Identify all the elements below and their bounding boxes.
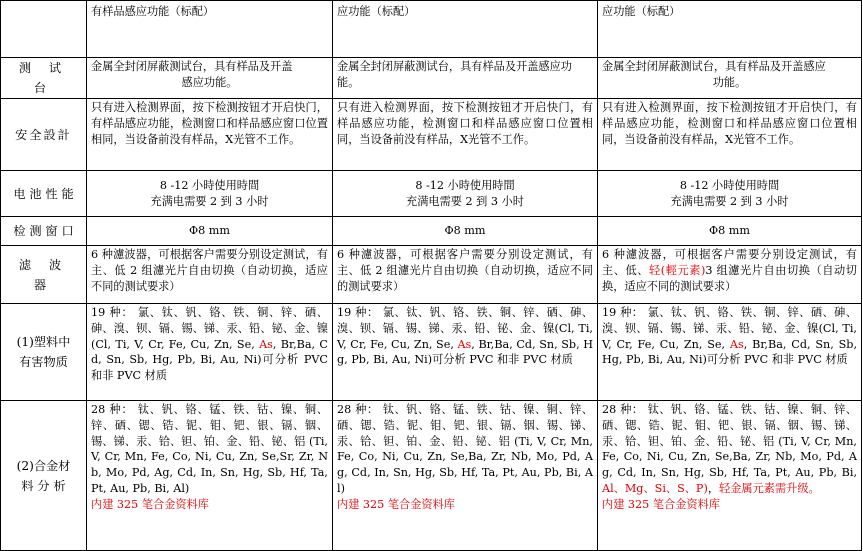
header-row — [1, 1, 862, 58]
cell-test-stage-col1: 金属全封闭屏蔽测试台，具有样品及开盖 感应功能。 — [87, 58, 333, 99]
cell-window-col1: Φ8 mm — [87, 217, 333, 246]
light-metal-elements: Al、Mg、Si、S、P) — [602, 481, 708, 495]
cell-plastic-col3: 19 种： 氯、钛、钒、铬、铁、铜、锌、硒、砷、溴、钡、镉、锡、锑、汞、铅、铋、金、镍(Cl, Ti, V, Cr, Fe, Cu, Zn, Se, As, Br,Ba, Cd, Sn, Sb, Hg, Pb, Bi, Au, Ni)可分析 PVC 和非 PVC 材质 — [598, 304, 862, 401]
row-plastic — [1, 304, 862, 401]
cell-battery-col2: 8 -12 小時使用時間 充满电需要 2 到 3 小时 — [333, 171, 598, 217]
header-blank-cell — [1, 1, 87, 58]
cell-alloy-col1: 28 种： 钛、钒、铬、锰、铁、钴、镍、铜、锌、硒、锶、锆、铌、钼、钯、银、镉、铟、锡、锑、汞、铪、钽、铂、金、铅、铋、铝 (Ti, V, Cr, Mn, Fe, Co, Ni, Cu, Zn, Se,Sr, Zr, Nb, Mo, Pd, Ag, Cd, In, Sn, Hg, Sb, Hf, Ta, Pt, Au, Pb, Bi, Al) 内建 325 笔合金资料库 — [87, 401, 333, 551]
alloy-library-note: 内建 325 笔合金资料库 — [91, 497, 209, 511]
cell-plastic-col1: 19 种： 氯、钛、钒、铬、铁、铜、锌、硒、砷、溴、钡、镉、锡、锑、汞、铅、铋、金、镍(Cl, Ti, V, Cr, Fe, Cu, Zn, Se, As, Br,Ba, Cd, Sn, Sb, Hg, Pb, Bi, Au, Ni)可分析 PVC 和非 PVC 材质 — [87, 304, 333, 401]
label-alloy: (2)合金材 料 分 析 — [1, 401, 87, 551]
label-battery: 电 池 性 能 — [1, 171, 87, 217]
arsenic-highlight: As — [259, 337, 273, 351]
row-alloy — [1, 401, 862, 551]
row-test-stage — [1, 58, 862, 99]
cell-alloy-col3: 28 种： 钛、钒、铬、锰、铁、钴、镍、铜、锌、硒、锶、锆、铌、钼、钯、银、镉、铟、锡、锑、汞、铪、钽、铂、金、铅、铋、铝 (Ti, V, Cr, Mn, Fe, Co, Ni, Cu, Zn, Se,Ba, Zr, Nb, Mo, Pd, Ag, Cd, In, Sn, Hg, Sb, Hf, Ta, Pt, Au, Pb, Bi, Al、Mg、Si、S、P)，轻金属元素需升级。 内建 325 笔合金资料库 — [598, 401, 862, 551]
cell-safety-col1: 只有进入检测界面，按下检测按钮才开启快门，有样品感应功能，检测窗口和样品感应窗口位置相同，当设备前没有样品，X光管不工作。 — [87, 99, 333, 171]
row-battery — [1, 171, 862, 217]
label-safety: 安全設計 — [1, 99, 87, 171]
header-col3: 应功能（标配） — [598, 1, 862, 58]
cell-safety-col3: 只有进入检测界面，按下检测按钮才开启快门，有样品感应功能，检测窗口和样品感应窗口位置相同，当设备前没有样品，X光管不工作。 — [598, 99, 862, 171]
label-filter: 滤 波 器 — [1, 246, 87, 304]
row-filter — [1, 246, 862, 304]
row-window — [1, 217, 862, 246]
cell-battery-col3: 8 -12 小時使用時間 充满电需要 2 到 3 小时 — [598, 171, 862, 217]
arsenic-highlight: As — [457, 337, 472, 351]
cell-alloy-col2: 28 种： 钛、钒、铬、锰、铁、钴、镍、铜、锌、硒、锶、锆、铌、钼、钯、银、镉、铟、锡、锑、汞、铪、钽、铂、金、铅、铋、铝 (Ti, V, Cr, Mn, Fe, Co, Ni, Cu, Zn, Se,Ba, Zr, Nb, Mo, Pd, Ag, Cd, In, Sn, Hg, Sb, Hf, Ta, Pt, Au, Pb, Bi, Al) 内建 325 笔合金资料库 — [333, 401, 598, 551]
header-col2: 应功能（标配） — [333, 1, 598, 58]
label-plastic: (1)塑料中 有害物质 — [1, 304, 87, 401]
cell-battery-col1: 8 -12 小時使用時間 充满电需要 2 到 3 小时 — [87, 171, 333, 217]
cell-filter-col2: 6 种濾波器，可根据客户需要分别设定测试，有主、低 2 组濾光片自由切换（自动切换，适应不同的测试要求） — [333, 246, 598, 304]
alloy-library-note: 内建 325 笔合金资料库 — [602, 497, 720, 511]
label-window: 检 测 窗 口 — [1, 217, 87, 246]
upgrade-note: 轻金属元素需升级。 — [719, 481, 820, 495]
cell-filter-col3: 6 种濾波器，可根据客户需要分别设定测试，有主、低、轻(輕元素)3 组濾光片自由切换（自动切换，适应不同的测试要求） — [598, 246, 862, 304]
cell-test-stage-col2: 金属全封闭屏蔽测试台，具有样品及开盖感应功能。 — [333, 58, 598, 99]
cell-filter-col1: 6 种濾波器，可根据客户需要分别设定测试，有主、低 2 组濾光片自由切换（自动切换，适应不同的测试要求） — [87, 246, 333, 304]
arsenic-highlight: As — [729, 337, 744, 351]
cell-window-col2: Φ8 mm — [333, 217, 598, 246]
label-test-stage: 测 试 台 — [1, 58, 87, 99]
cell-safety-col2: 只有进入检测界面，按下检测按钮才开启快门，有样品感应功能，检测窗口和样品感应窗口位置相同，当设备前没有样品，X光管不工作。 — [333, 99, 598, 171]
light-element-note: 轻(輕元素) — [649, 263, 706, 277]
cell-test-stage-col3: 金属全封闭屏蔽测试台，具有样品及开盖感应 功能。 — [598, 58, 862, 99]
cell-plastic-col2: 19 种： 氯、钛、钒、铬、铁、铜、锌、硒、砷、溴、钡、镉、锡、锑、汞、铅、铋、金、镍(Cl, Ti, V, Cr, Fe, Cu, Zn, Se, As, Br,Ba, Cd, Sn, Sb, Hg, Pb, Bi, Au, Ni)可分析 PVC 和非 PVC 材质 — [333, 304, 598, 401]
header-col1: 有样品感应功能（标配） — [87, 1, 333, 58]
cell-window-col3: Φ8 mm — [598, 217, 862, 246]
alloy-library-note: 内建 325 笔合金资料库 — [337, 497, 455, 511]
row-safety — [1, 99, 862, 171]
